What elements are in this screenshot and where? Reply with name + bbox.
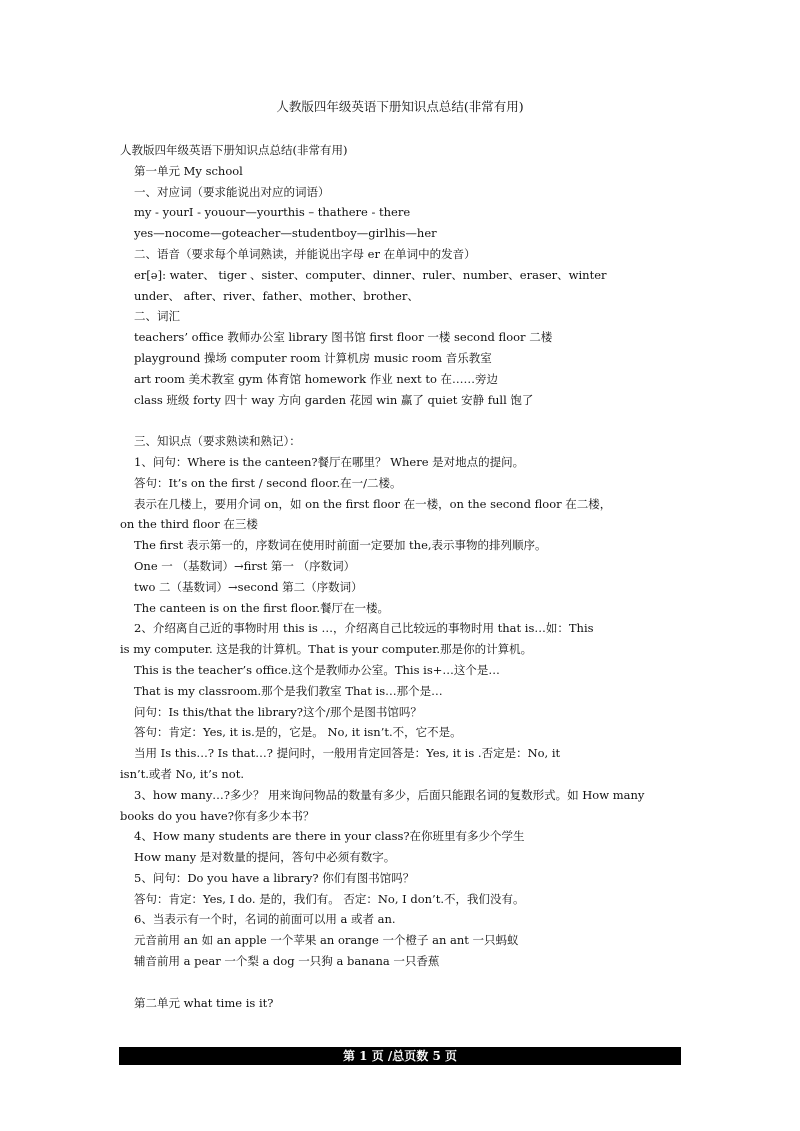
text-line: 5、问句：Do you have a library? 你们有图书馆吗？ [134,870,415,885]
text-line: 4、How many students are there in your class?在你班里有多少个学生 [134,829,525,844]
text-line: 问句：Is this/that the library?这个/那个是图书馆吗？ [134,704,422,719]
text-line: two 二（基数词）→second 第二（序数词） [134,579,363,594]
text-line: 答句：肯定：Yes, I do. 是的，我们有。 否定：No, I don’t.不，我们没有。 [134,891,525,906]
text-line: The canteen is on the first floor.餐厅在一楼。 [134,600,389,615]
text-line: 表示在几楼上，要用介词 on，如 on the first floor 在一楼，on the second floor 在二楼， [134,496,612,511]
text-line: 人教版四年级英语下册知识点总结(非常有用) [120,143,348,157]
text-line: on the third floor 在三楼 [120,517,258,532]
text-line: That is my classroom.那个是我们教室 That is…那个是… [134,683,443,698]
text-line: my - yourI - youour—yourthis – thathere - there [134,205,411,220]
document-body [120,140,690,1013]
text-line: 元音前用 an 如 an apple 一个苹果 an orange 一个橙子 an ant 一只蚂蚁 [134,933,519,948]
text-line: is my computer. 这是我的计算机。That is your computer.那是你的计算机。 [120,642,533,657]
text-line: 3、how many…?多少？ 用来询问物品的数量有多少，后面只能跟名词的复数形式。如 How many [134,787,645,802]
text-line: 答句：It’s on the first / second floor.在一/二楼。 [134,475,402,490]
text-line: yes—nocome—goteacher—studentboy—girlhis—her [134,226,437,241]
blank-line [120,410,690,431]
text-line: 6、当表示有一个时，名词的前面可以用 a 或者 an. [134,912,396,927]
text-line: 当用 Is this…? Is that…? 提问时，一般用肯定回答是：Yes, it is .否定是：No, it [134,746,561,761]
text-line: teachers’ office 教师办公室 library 图书馆 first floor 一楼 second floor 二楼 [134,330,553,345]
text-line: 第二单元 what time is it? [134,995,274,1010]
text-line: 二、语音（要求每个单词熟读，并能说出字母 er 在单词中的发音） [134,246,476,261]
text-line: One 一 （基数词）→first 第一 （序数词） [134,558,356,573]
text-line: books do you have?你有多少本书？ [120,808,315,823]
text-line: 一、对应词（要求能说出对应的词语） [134,184,330,199]
text-line: 2、介绍离自己近的事物时用 this is …，介绍离自己比较远的事物时用 that is…如：This [134,621,594,636]
text-line: 三、知识点（要求熟读和熟记）： [134,434,301,449]
text-line: This is the teacher’s office.这个是教师办公室。This is+…这个是… [134,662,500,677]
page-title: 人教版四年级英语下册知识点总结(非常有用) [276,99,524,114]
text-line: class 班级 forty 四十 way 方向 garden 花园 win 赢了 quiet 安静 full 饱了 [134,392,534,407]
text-line: The first 表示第一的，序数词在使用时前面一定要加 the,表示事物的排列顺序。 [134,538,547,553]
text-line: 第一单元 My school [134,163,243,178]
blank-line [120,972,690,993]
text-line: How many 是对数量的提问，答句中必须有数字。 [134,850,396,865]
text-line: 二、词汇 [134,309,180,324]
page-footer: 第 1 页 /总页数 5 页 [119,1047,681,1065]
text-line: er[ə]: water、 tiger 、sister、computer、dinner、ruler、number、eraser、winter [134,267,607,282]
text-line: under、 after、river、father、mother、brother、 [134,288,419,303]
text-line: 1、问句：Where is the canteen?餐厅在哪里？ Where 是对地点的提问。 [134,454,525,469]
text-line: 辅音前用 a pear 一个梨 a dog 一只狗 a banana 一只香蕉 [134,954,440,969]
text-line: 答句：肯定：Yes, it is.是的，它是。 No, it isn’t.不，它不是。 [134,725,462,740]
text-line: playground 操场 computer room 计算机房 music room 音乐教室 [134,350,492,365]
text-line: art room 美术教室 gym 体育馆 homework 作业 next to 在……旁边 [134,371,499,386]
text-line: isn’t.或者 No, it’s not. [120,766,244,781]
